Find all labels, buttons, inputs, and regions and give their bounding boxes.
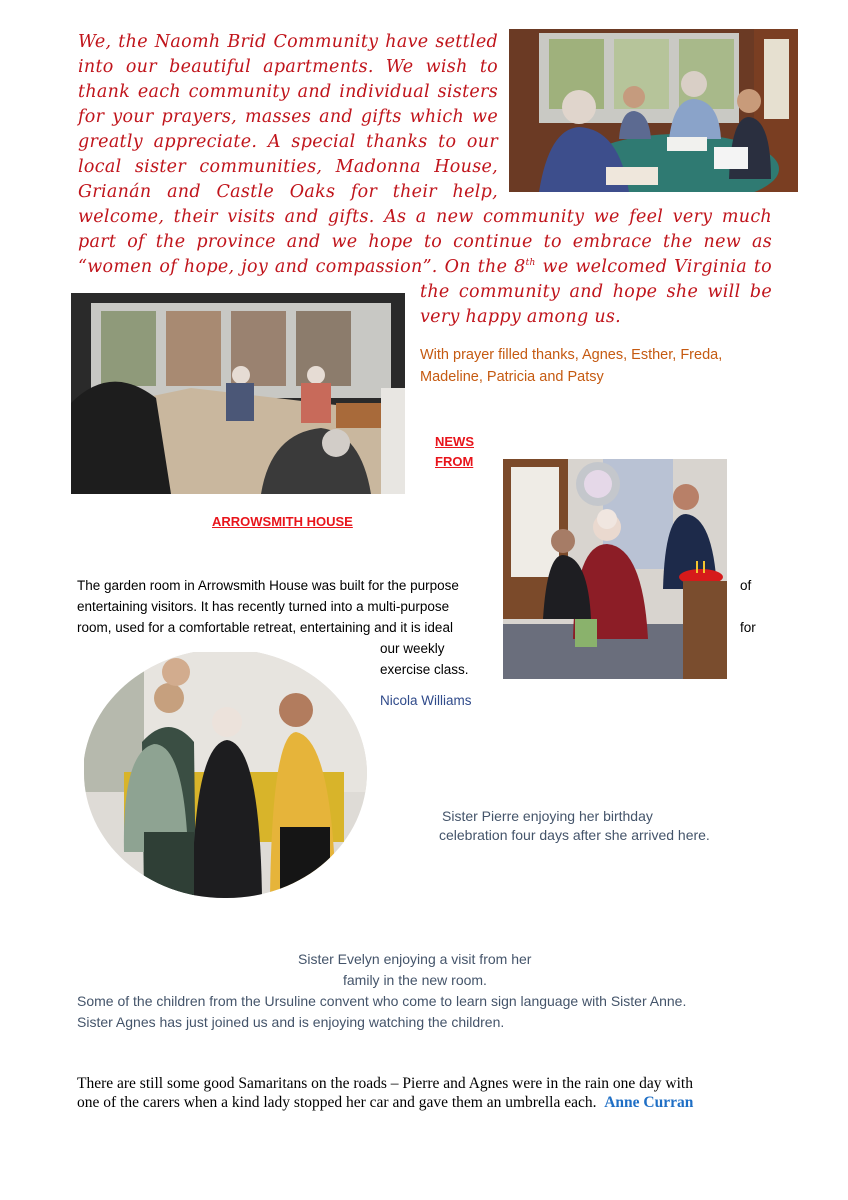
- intro-line: “women of hope, joy and compassion”. On the 8th we welcomed Virginia to: [78, 257, 773, 277]
- garden-line: exercise class.: [380, 662, 469, 677]
- news-heading-line: FROM: [435, 454, 474, 469]
- pierre-caption-line: celebration four days after she arrived here.: [439, 827, 710, 843]
- garden-line: room, used for a comfortable retreat, entertaining and it is ideal: [77, 620, 453, 635]
- garden-author: Nicola Williams: [380, 693, 472, 708]
- intro-line: Grianán and Castle Oaks for their help,: [78, 182, 498, 202]
- children-caption-line: Sister Agnes has just joined us and is enjoying watching the children.: [77, 1014, 505, 1030]
- pierre-caption-line: Sister Pierre enjoying her birthday: [442, 808, 653, 824]
- final-paragraph: [77, 1074, 777, 1112]
- intro-line: local sister communities, Madonna House,: [78, 157, 498, 177]
- final-author: Anne Curran: [604, 1094, 694, 1111]
- evelyn-caption-line: family in the new room.: [343, 972, 487, 988]
- intro-paragraph-wide: [78, 205, 772, 280]
- final-line: There are still some good Samaritans on the roads – Pierre and Agnes were in the rain one day with: [77, 1075, 693, 1092]
- exercise-class-photo: [71, 293, 405, 494]
- intro-line: part of the province and we hope to continue to embrace the new as: [78, 232, 772, 252]
- news-heading: [435, 432, 474, 472]
- intro-paragraph: [78, 30, 498, 205]
- arrowsmith-heading: ARROWSMITH HOUSE: [212, 514, 353, 529]
- signature: With prayer filled thanks, Agnes, Esther, Freda, Madeline, Patricia and Patsy: [420, 347, 723, 385]
- evelyn-caption-line: Sister Evelyn enjoying a visit from her: [298, 951, 532, 967]
- intro-line: into our beautiful apartments. We wish to: [78, 57, 498, 77]
- intro-line: We, the Naomh Brid Community have settled: [78, 32, 498, 52]
- evelyn-family-photo: [84, 652, 367, 898]
- garden-line: our weekly: [380, 641, 445, 656]
- intro-line: very happy among us.: [420, 307, 622, 327]
- intro-line: welcome, their visits and gifts. As a new community we feel very much: [78, 207, 772, 227]
- children-caption-line: Some of the children from the Ursuline convent who come to learn sign language with Sister Anne.: [77, 993, 687, 1009]
- intro-line: greatly appreciate. A special thanks to our: [78, 132, 498, 152]
- intro-line: thank each community and individual sisters: [78, 82, 498, 102]
- garden-word-for: for: [740, 620, 756, 635]
- intro-line: the community and hope she will be: [420, 282, 772, 302]
- garden-line: entertaining visitors. It has recently turned into a multi-purpose: [77, 599, 450, 614]
- garden-word-of: of: [740, 578, 752, 593]
- garden-line: The garden room in Arrowsmith House was built for the purpose: [77, 578, 459, 593]
- final-line: one of the carers when a kind lady stopped her car and gave them an umbrella each. Anne Curran: [77, 1094, 694, 1111]
- bingo-photo: [509, 29, 798, 192]
- intro-line: for your prayers, masses and gifts which we: [78, 107, 498, 127]
- birthday-photo: [503, 459, 727, 679]
- news-heading-line: NEWS: [435, 434, 474, 449]
- intro-paragraph-end: [420, 280, 772, 330]
